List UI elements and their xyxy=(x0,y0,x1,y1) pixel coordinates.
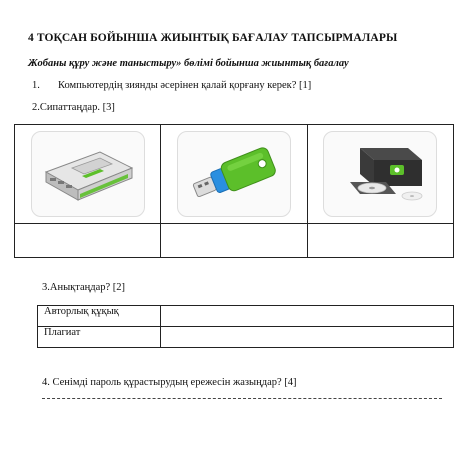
answer-line[interactable] xyxy=(42,398,442,399)
image-cell-1 xyxy=(15,125,161,224)
question-1 xyxy=(32,80,311,91)
question-1-text: Компьютердің зиянды әсерінен қалай қорғану керек? [1] xyxy=(58,80,312,91)
page-subtitle: Жобаны құру және таныстыру» бөлімі бойынша жиынтық бағалау xyxy=(28,58,349,69)
hard-drive-image xyxy=(31,131,145,217)
image-cell-3 xyxy=(307,125,453,224)
definition-answer-cell[interactable] xyxy=(161,306,454,327)
answer-cell-1[interactable] xyxy=(15,224,161,258)
definition-term: Авторлық құқық xyxy=(38,306,161,327)
page-title: 4 ТОҚСАН БОЙЫНША ЖИЫНТЫҚ БАҒАЛАУ ТАПСЫРМАЛАРЫ xyxy=(28,32,398,44)
dvd-drive-icon xyxy=(330,138,430,210)
answer-cell-3[interactable] xyxy=(307,224,453,258)
question-4-text: 4. Сенімді пароль құрастырудың ережесін жазыңдар? [4] xyxy=(42,377,297,388)
hard-drive-icon xyxy=(38,138,138,210)
definition-row xyxy=(38,327,454,348)
image-cell-2 xyxy=(161,125,307,224)
question-2-text: 2.Сипаттаңдар. [3] xyxy=(32,102,115,113)
answer-cell-2[interactable] xyxy=(161,224,307,258)
dvd-drive-image xyxy=(323,131,437,217)
images-table xyxy=(14,124,454,258)
definition-answer-cell[interactable] xyxy=(161,327,454,348)
definitions-table xyxy=(37,305,454,348)
definition-term: Плагиат xyxy=(38,327,161,348)
usb-flash-drive-image xyxy=(177,131,291,217)
usb-flash-drive-icon xyxy=(184,138,284,210)
question-3-text: 3.Анықтаңдар? [2] xyxy=(42,282,126,293)
definition-row xyxy=(38,306,454,327)
question-1-number: 1. xyxy=(32,80,40,91)
